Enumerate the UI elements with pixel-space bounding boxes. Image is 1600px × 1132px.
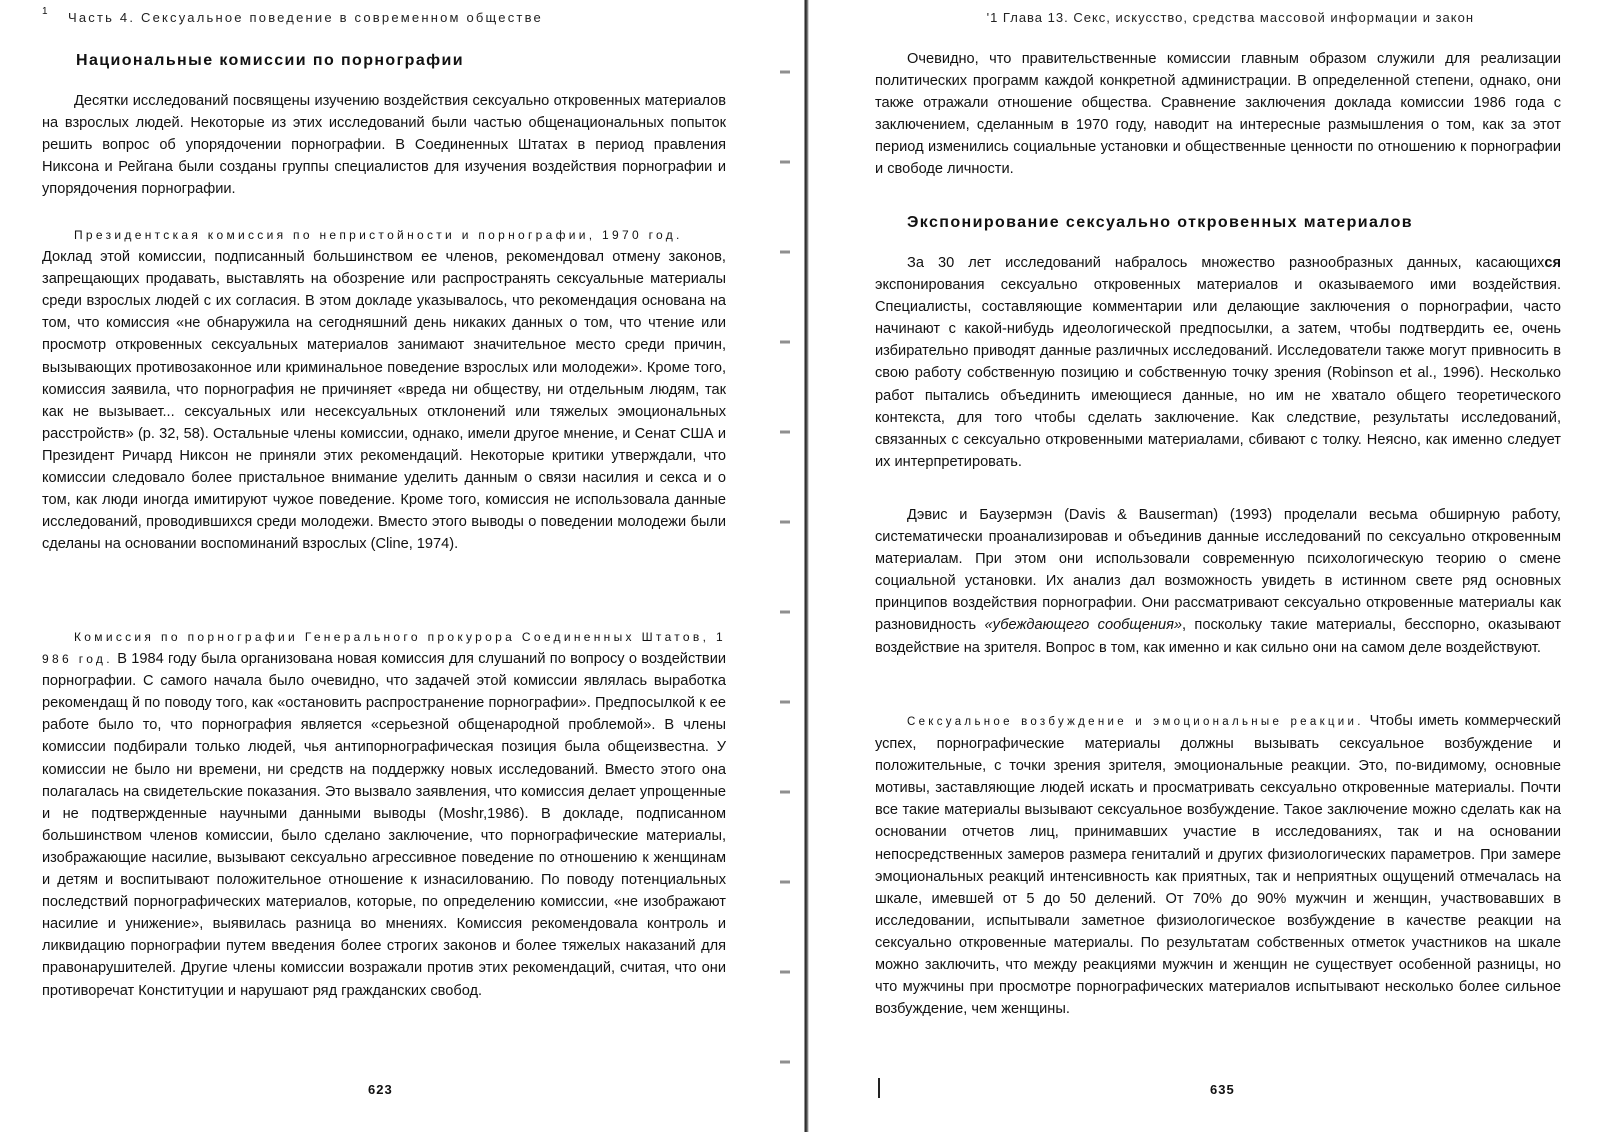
subsection-presidential-commission [42, 224, 726, 555]
subsection-head: Сексуальное возбуждение и эмоциональные реакции. [907, 716, 1364, 728]
running-head-left: Часть 4. Сексуальное поведение в современном обществе [68, 10, 543, 25]
page-number-right: 635 [1210, 1082, 1235, 1097]
intro-paragraph: Очевидно, что правительственные комиссии главным образом служили для реализации политических программ каждой конкретной администрации. В определенной степени, однако, они также отражали отношение общества. Сравнение заключения доклада комиссии 1986 года с заключением, сделанным в 1970 году, наводит на интересные размышления о том, как за этот период изменились социальные установки и общественные ценности по отношению к порнографии и свободе личности. [875, 51, 1561, 178]
section-title-exposure: Экспонирование сексуально откровенных материалов [907, 214, 1414, 231]
paragraph-research-data [875, 252, 1561, 473]
subsection-arousal [875, 710, 1561, 1020]
text-run: Дэвис и Баузермэн (Davis & Bauserman) (1993) проделали весьма обширную работу, систематически проанализировав и объединив данные исследований по сексуально откровенным материалам. При этом они использовали современную психологическую теорию о смене социальной установки. Их анализ дал возможность увидеть в истинном свете ряд основных принципов воздействия порнографии. Они рассматривают сексуально откровенные материалы как разновидность [875, 507, 1561, 634]
subsection-head: Комиссия по порнографии Генерального прокурора Соединенных Штатов, 1 986 год. [42, 630, 726, 667]
subsection-body: Доклад этой комиссии, подписанный большинством ее членов, рекомендовал отмену законов, запрещающих продавать, выставлять на обозрение или распространять сексуальные материалы среди взрослых людей с их согласия. В этом докладе указывалось, что рекомендация основана на том, что комиссия «не обнаружила на сегодняшний день никаких данных о том, что чтение или просмотр откровенных сексуальных материалов занимают значительное место среди причин, вызывающих противозаконное или криминальное поведение взрослых или молодежи». Кроме того, комиссия заявила, что порнография не причиняет «вреда ни обществу, ни отдельным людям, так как не вызывает... сексуальных или несексуальных отклонений или тяжелых эмоциональных расстройств» (p. 32, 58). Остальные члены комиссии, однако, имели другое мнение, и Сенат США и Президент Ричард Никсон не приняли этих рекомендаций. Некоторые критики утверждали, что комиссии следовало более пристальное внимание уделить данным о связи насилия и секса и о том, как люди иногда имитируют чужое поведение. Кроме того, комиссия не использовала данные исследований, проводившихся среди молодежи. Вместо этого выводы о поведении молодежи были сделаны на основании воспоминаний взрослых (Cline, 1974). [42, 249, 726, 553]
text-run: , поскольку такие материалы, бесспорно, оказывают воздействие на зрителя. Вопрос в том, как именно и как сильно они на самом деле воздействуют. [875, 617, 1562, 656]
text-run: экспонирования сексуально откровенных материалов и оказываемого ими воздействия. Специалисты, составляющие комментарии или делающие заключения о порнографии, часто начинают с какой-нибудь идеологической предпосылки, а затем, чтобы подтвердить ее, очень избирательно приводят данные различных исследований. Исследователи также могут привносить в свою работу собственную позицию и собственную точку зрения (Robinson et al., 1996). Несколько работ пытались объединить имеющиеся данные, но им не хватало общего теоретического контекста, для того чтобы сделать заключение. Как следствие, результаты исследований, связанных с сексуально откровенными материалами, сбивают с толку. Неясно, как именно следует их интерпретировать. [875, 277, 1561, 470]
text-run-italic: «убеждающего сообщения» [984, 617, 1182, 634]
margin-mark [878, 1078, 880, 1098]
book-gutter [800, 0, 816, 1132]
section-title-commissions: Национальные комиссии по порнографии [76, 52, 465, 69]
subsection-body: В 1984 году была организована новая комиссия для слушаний по вопросу о воздействии порнографии. С самого начала было очевидно, что задачей этой комиссии являлась выработка рекомендащ й по поводу того, как «остановить распространение порнографии». Предпосылкой к ее работе было то, что порнография является «серьезной общенародной проблемой». В члены комиссии подбирали только людей, чья антипорнографическая позиция была общеизвестна. У комиссии не было ни времени, ни средств на поддержку новых исследований. Вместо этого она полагалась на свидетельские показания. Это вызвало заявления, что комиссия делает упрощенные и не подтвержденные научными данными выводы (Moshr,1986). В докладе, подписанном большинством членов комиссии, было сделано заключение, что порнографические материалы, изображающие насилие, вызывают сексуально агрессивное поведение по отношению к женщинам и детям и воспитывают положительное отношение к изнасилованию. По поводу потенциальных последствий порнографических материалов, которые, по определению комиссии, «не изображают насилие и унижение», выявилась разница во мнениях. Комиссия рекомендовала контроль и ликвидацию порнографии путем введения более строгих законов и более тяжелых наказаний для правонарушителей. Другие члены комиссии возражали против этих рекомендаций, считая, что они противоречат Конституции и нарушают ряд гражданских свобод. [42, 651, 726, 999]
subsection-head: Президентская комиссия по непристойности и порнографии, 1970 год. [74, 228, 683, 242]
subsection-attorney-general-commission [42, 626, 726, 1002]
text-run: За 30 лет исследований набралось множество разнообразных данных, касающих [907, 255, 1545, 271]
page-number-left: 623 [368, 1082, 393, 1097]
scan-artifact [780, 30, 790, 1110]
intro-paragraph: Десятки исследований посвящены изучению воздействия сексуально откровенных материалов на взрослых людей. Некоторые из этих исследований были частью общенациональных попыток решить вопрос об упорядочении порнографии. В Соединенных Штатах в период правления Никсона и Рейгана были созданы группы специалистов для изучения воздействия порнографии и упорядочения порнографии. [42, 93, 726, 198]
running-head-right: '1 Глава 13. Секс, искусство, средства массовой информации и закон [986, 10, 1474, 25]
corner-mark: 1 [42, 6, 48, 17]
subsection-body: Чтобы иметь коммерческий успех, порнографические материалы должны вызывать сексуальное возбуждение и положительные, с точки зрения зрителя, эмоциональные реакции. Это, по-видимому, основные мотивы, заставляющие людей искать и просматривать сексуально откровенные материалы. Почти все такие материалы вызывают сексуальное возбуждение. Такое заключение можно сделать как на основании отчетов лиц, принимавших участие в исследованиях, так и на основании непосредственных замеров размера гениталий и других физиологических параметров. При замере эмоциональных реакций интенсивность как приятных, так и неприятных ощущений отмечалась на шкале, имевшей от 5 до 50 делений. От 70% до 90% мужчин и женщин, участвовавших в исследовании, испытывали заметное физиологическое возбуждение в качестве реакции на сексуально откровенные материалы. По результатам собственных отметок участников на шкале можно заключить, что между реакциями мужчин и женщин не существует особенной разницы, но что мужчины при просмотре порнографических материалов испытывают несколько более сильное возбуждение, чем женщины. [875, 713, 1561, 1018]
paragraph-davis-bauserman [875, 504, 1561, 659]
right-page [816, 0, 1600, 1132]
text-run-bold: ся [1544, 255, 1561, 271]
